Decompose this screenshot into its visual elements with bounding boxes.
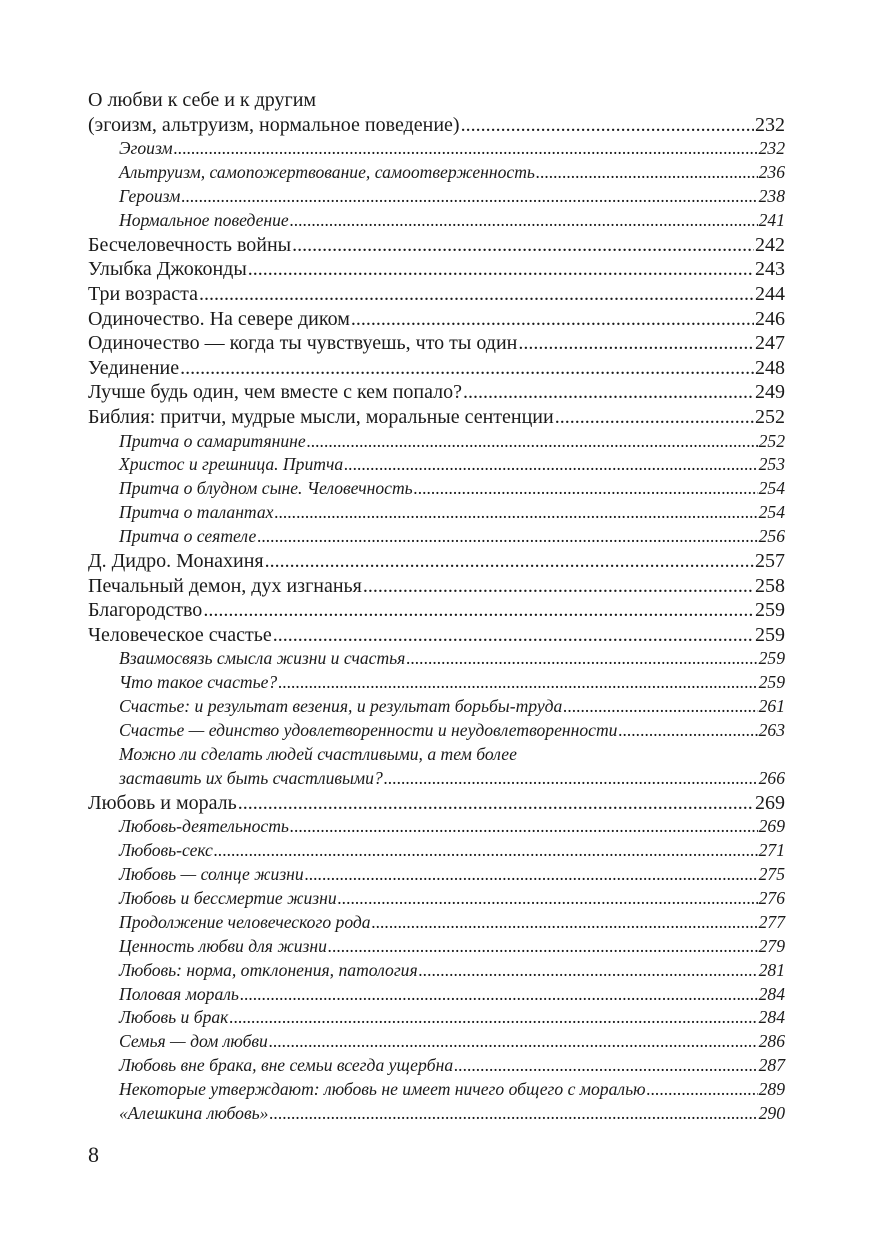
toc-entry (88, 113, 785, 138)
toc-subentry (88, 671, 785, 695)
toc-entry-title: Что такое счастье? (119, 672, 278, 693)
table-of-contents (88, 88, 785, 1126)
toc-subentry (88, 815, 785, 839)
toc-entry-page: 263 (758, 720, 785, 740)
dot-leader (419, 959, 758, 983)
toc-entry-page: 247 (755, 332, 785, 355)
toc-entry (88, 380, 785, 405)
toc-entry-title: Бесчеловечность войны (88, 233, 292, 256)
toc-entry-page: 257 (755, 549, 785, 572)
toc-entry-page: 253 (758, 454, 785, 475)
toc-entry-page: 277 (758, 911, 785, 932)
dot-leader (328, 935, 758, 959)
toc-entry-title: Любовь и бессмертие жизни (119, 887, 337, 908)
dot-leader (214, 839, 758, 863)
dot-leader (257, 525, 757, 549)
toc-entry-title: Печальный демон, дух изгнанья (88, 574, 362, 597)
toc-entry-title: Притча о талантах (119, 502, 274, 523)
dot-leader (274, 501, 757, 525)
toc-entry-page: 279 (758, 935, 785, 956)
toc-entry-page: 269 (755, 791, 785, 814)
toc-subentry (88, 1078, 785, 1102)
toc-entry-title: Улыбка Джоконды (88, 258, 247, 281)
toc-entry-page: 241 (758, 209, 785, 230)
dot-leader (384, 767, 758, 791)
toc-entry-title: Продолжение человеческого рода (119, 911, 371, 932)
toc-entry-page: 259 (755, 599, 785, 622)
toc-entry-page: 258 (755, 574, 785, 597)
dot-leader (290, 209, 758, 233)
toc-entry-page: 286 (758, 1031, 785, 1052)
toc-entry-title: Притча о сеятеле (119, 526, 257, 547)
toc-entry-page: 259 (758, 648, 785, 669)
dot-leader (518, 331, 754, 356)
dot-leader (273, 623, 754, 648)
toc-entry-title: Притча о блудном сыне. Человечность (119, 478, 413, 499)
toc-entry-title: заставить их быть счастливыми? (119, 767, 383, 788)
toc-entry (88, 405, 785, 430)
toc-entry-page: 259 (755, 623, 785, 646)
toc-entry-title: Человеческое счастье (88, 623, 272, 646)
dot-leader (372, 911, 758, 935)
toc-entry-page: 290 (758, 1102, 785, 1123)
toc-entry-page: 248 (755, 356, 785, 379)
toc-subentry (88, 839, 785, 863)
toc-entry-title: Половая мораль (119, 983, 239, 1004)
dot-leader (292, 233, 754, 258)
toc-entry-title: Любовь и мораль (88, 791, 237, 814)
toc-entry (88, 257, 785, 282)
toc-entry-title: Любовь-секс (119, 840, 213, 861)
dot-leader (181, 185, 757, 209)
toc-subentry (88, 935, 785, 959)
toc-entry-title: Любовь: норма, отклонения, патология (119, 959, 418, 980)
toc-entry-title: Героизм (119, 185, 181, 206)
toc-entry (88, 356, 785, 381)
toc-entry-title: (эгоизм, альтруизм, нормальное поведение) (88, 113, 460, 136)
dot-leader (269, 1030, 758, 1054)
dot-leader (463, 380, 754, 405)
toc-entry (88, 549, 785, 574)
toc-entry-page: 236 (758, 162, 785, 183)
dot-leader (203, 598, 754, 623)
dot-leader (563, 695, 757, 719)
toc-entry-title: Благородство (88, 599, 203, 622)
toc-entry-page: 276 (758, 887, 785, 908)
toc-entry (88, 623, 785, 648)
toc-subentry (88, 477, 785, 501)
dot-leader (454, 1054, 757, 1078)
toc-entry-page: 284 (758, 983, 785, 1004)
dot-leader (351, 307, 754, 332)
toc-entry-title: О любви к себе и к другим (88, 89, 317, 111)
toc-entry-page: 287 (758, 1055, 785, 1076)
dot-leader (269, 1102, 757, 1126)
toc-subentry (88, 209, 785, 233)
toc-entry-title: Счастье — единство удовлетворенности и неудовлетворенности (119, 720, 618, 740)
toc-entry-page: 284 (758, 1007, 785, 1028)
toc-entry-page: 238 (758, 185, 785, 206)
toc-subentry (88, 719, 785, 743)
dot-leader (307, 430, 758, 454)
toc-subentry (88, 959, 785, 983)
toc-entry-page: 252 (755, 405, 785, 428)
toc-entry (88, 307, 785, 332)
toc-entry (88, 233, 785, 258)
toc-entry-title: Библия: притчи, мудрые мысли, моральные сентенции (88, 405, 554, 428)
toc-entry-page: 275 (758, 864, 785, 885)
toc-entry-title: Христос и грешница. Притча (119, 454, 344, 475)
toc-subentry (88, 1006, 785, 1030)
toc-entry-title: Любовь-деятельность (119, 816, 289, 837)
toc-entry-page: 289 (758, 1079, 785, 1100)
toc-entry-page: 242 (755, 233, 785, 256)
toc-entry-page: 232 (755, 113, 785, 136)
dot-leader (265, 549, 754, 574)
toc-entry (88, 598, 785, 623)
toc-entry-page: 244 (755, 282, 785, 305)
toc-subentry (88, 887, 785, 911)
dot-leader (174, 137, 758, 161)
dot-leader (555, 405, 754, 430)
dot-leader (248, 257, 754, 282)
toc-subentry (88, 525, 785, 549)
dot-leader (290, 815, 758, 839)
toc-entry-title: Лучше будь один, чем вместе с кем попало? (88, 381, 463, 404)
dot-leader (238, 791, 754, 816)
toc-entry-title: Можно ли сделать людей счастливыми, а тем более (119, 743, 517, 764)
toc-subentry (88, 695, 785, 719)
toc-entry (88, 88, 785, 113)
dot-leader (240, 983, 758, 1007)
dot-leader (461, 113, 754, 138)
toc-entry (88, 574, 785, 599)
toc-subentry (88, 1054, 785, 1078)
dot-leader (278, 671, 757, 695)
toc-subentry (88, 1102, 785, 1126)
toc-entry-page: 271 (758, 840, 785, 861)
toc-entry-page: 266 (758, 767, 785, 788)
dot-leader (180, 356, 754, 381)
toc-subentry (88, 453, 785, 477)
toc-entry-page: 281 (758, 959, 785, 980)
toc-entry-page: 269 (758, 816, 785, 837)
toc-entry-page: 246 (755, 307, 785, 330)
toc-entry-title: Три возраста (88, 282, 198, 305)
toc-entry-title: «Алешкина любовь» (119, 1102, 269, 1123)
toc-entry-title: Счастье: и результат везения, и результат борьбы-труда (119, 696, 563, 717)
toc-subentry (88, 430, 785, 454)
toc-entry-title: Одиночество — когда ты чувствуешь, что ты один (88, 332, 518, 355)
dot-leader (536, 161, 758, 185)
dot-leader (618, 719, 757, 743)
toc-entry-page: 249 (755, 381, 785, 404)
dot-leader (338, 887, 758, 911)
toc-entry-page: 232 (758, 138, 785, 159)
dot-leader (305, 863, 758, 887)
toc-entry-title: Любовь и брак (119, 1007, 229, 1028)
toc-entry-page: 254 (758, 478, 785, 499)
toc-entry (88, 791, 785, 816)
toc-entry (88, 282, 785, 307)
toc-entry-page: 243 (755, 258, 785, 281)
toc-entry-title: Некоторые утверждают: любовь не имеет ничего общего с моралью (119, 1079, 646, 1100)
toc-entry-page: 256 (758, 526, 785, 547)
toc-subentry (88, 137, 785, 161)
dot-leader (647, 1078, 758, 1102)
dot-leader (199, 282, 754, 307)
toc-subentry (88, 1030, 785, 1054)
toc-entry-page: 254 (758, 502, 785, 523)
toc-subentry (88, 767, 785, 791)
toc-entry-title: Семья — дом любви (119, 1031, 268, 1052)
toc-entry-title: Притча о самаритянине (119, 430, 306, 451)
toc-entry-title: Любовь — солнце жизни (119, 864, 304, 885)
toc-subentry (88, 743, 785, 767)
toc-entry-title: Эгоизм (119, 138, 173, 159)
toc-subentry (88, 983, 785, 1007)
toc-subentry (88, 911, 785, 935)
toc-subentry (88, 185, 785, 209)
toc-entry-title: Одиночество. На севере диком (88, 307, 350, 330)
toc-subentry (88, 501, 785, 525)
dot-leader (344, 453, 757, 477)
toc-subentry (88, 647, 785, 671)
toc-entry-title: Любовь вне брака, вне семьи всегда ущербна (119, 1055, 454, 1076)
toc-entry (88, 331, 785, 356)
page-number: 8 (88, 1142, 99, 1167)
toc-subentry (88, 863, 785, 887)
toc-entry-title: Ценность любви для жизни (119, 935, 327, 956)
dot-leader (363, 574, 754, 599)
toc-entry-page: 259 (758, 672, 785, 693)
toc-entry-page: 261 (758, 696, 785, 717)
toc-entry-title: Альтруизм, самопожертвование, самоотверженность (119, 162, 535, 183)
toc-entry-title: Нормальное поведение (119, 209, 289, 230)
toc-entry-title: Взаимосвязь смысла жизни и счастья (119, 648, 406, 669)
toc-entry-title: Уединение (88, 356, 180, 379)
toc-entry-page: 252 (758, 430, 785, 451)
dot-leader (406, 647, 757, 671)
toc-subentry (88, 161, 785, 185)
dot-leader (414, 477, 758, 501)
toc-entry-title: Д. Дидро. Монахиня (88, 549, 264, 572)
dot-leader (229, 1006, 757, 1030)
